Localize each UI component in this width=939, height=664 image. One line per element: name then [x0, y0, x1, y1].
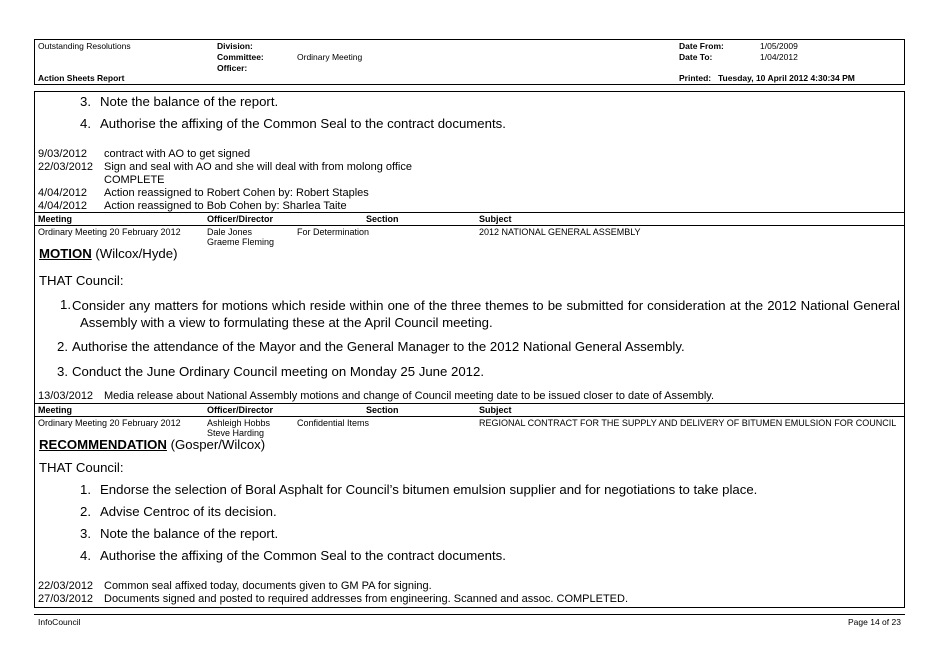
page-number: Page 14 of 23	[848, 617, 901, 627]
action-note: COMPLETE	[104, 174, 165, 186]
column-header-rule	[34, 416, 905, 417]
committee-value: Ordinary Meeting	[297, 52, 363, 62]
column-header-officer: Officer/Director	[207, 214, 274, 224]
list-item: Note the balance of the report.	[100, 94, 279, 109]
date-from-value: 1/05/2009	[760, 41, 798, 51]
action-note: Action reassigned to Robert Cohen by: Robert Staples	[104, 187, 369, 199]
action-date: 4/04/2012	[38, 187, 87, 199]
resolution-intro: THAT Council:	[39, 273, 124, 288]
list-item: Authorise the affixing of the Common Seal to the contract documents.	[100, 548, 506, 563]
list-item: Note the balance of the report.	[100, 526, 279, 541]
record-divider	[34, 212, 905, 213]
list-item: Advise Centroc of its decision.	[100, 504, 277, 519]
list-item-number: 3.	[57, 364, 68, 379]
resolution-intro: THAT Council:	[39, 460, 124, 475]
resolution-movers: (Gosper/Wilcox)	[166, 437, 266, 452]
list-item: Consider any matters for motions which reside within one of the three themes to be submitted for consideration at the 2012 National General Assembly with a view to formulating these at the April Council meeting.	[72, 298, 900, 330]
section-cell: For Determination	[297, 227, 370, 237]
list-item-number: 4.	[80, 548, 91, 563]
column-header-meeting: Meeting	[38, 214, 73, 224]
column-header-section: Section	[366, 214, 399, 224]
action-date: 22/03/2012	[38, 161, 94, 173]
column-header-officer: Officer/Director	[207, 405, 274, 415]
date-to-value: 1/04/2012	[760, 52, 798, 62]
officer-cell: Graeme Fleming	[207, 237, 275, 247]
officer-label: Officer:	[217, 63, 248, 73]
subject-cell: 2012 NATIONAL GENERAL ASSEMBLY	[479, 227, 641, 237]
section-cell: Confidential Items	[297, 418, 370, 428]
list-item-number: 1.	[80, 482, 91, 497]
printed-label: Printed:	[679, 73, 712, 83]
footer-rule	[34, 614, 905, 615]
resolution-type: MOTION	[39, 246, 92, 261]
officer-cell: Steve Harding	[207, 428, 265, 438]
list-item: Conduct the June Ordinary Council meeting on Monday 25 June 2012.	[72, 364, 484, 379]
action-note: Media release about National Assembly motions and change of Council meeting date to be issued closer to date of Assembly.	[104, 390, 715, 402]
division-label: Division:	[217, 41, 253, 51]
list-item-number: 3.	[80, 94, 91, 109]
action-note: Documents signed and posted to required addresses from engineering. Scanned and assoc. COMPLETED.	[104, 593, 629, 605]
action-date: 22/03/2012	[38, 580, 94, 592]
list-item-number: 4.	[80, 116, 91, 131]
report-name: Outstanding Resolutions	[38, 41, 131, 51]
action-note: Sign and seal with AO and she will deal with from molong office	[104, 161, 412, 173]
list-item-number: 3.	[80, 526, 91, 541]
resolution-type: RECOMMENDATION	[39, 437, 167, 452]
list-item: Authorise the attendance of the Mayor and the General Manager to the 2012 National General Assembly.	[72, 339, 685, 354]
action-note: Action reassigned to Bob Cohen by: Sharlea Taite	[104, 200, 347, 212]
date-to-label: Date To:	[679, 52, 713, 62]
column-header-rule	[34, 225, 905, 226]
committee-label: Committee:	[217, 52, 264, 62]
printed-value: Tuesday, 10 April 2012 4:30:34 PM	[718, 73, 855, 83]
list-item: Endorse the selection of Boral Asphalt for Council’s bitumen emulsion supplier and for negotiations to take place.	[100, 482, 758, 497]
action-note: Common seal affixed today, documents given to GM PA for signing.	[104, 580, 432, 592]
meeting-cell: Ordinary Meeting 20 February 2012	[38, 227, 181, 237]
report-type: Action Sheets Report	[38, 73, 125, 83]
action-note: contract with AO to get signed	[104, 148, 251, 160]
column-header-subject: Subject	[479, 214, 512, 224]
action-date: 27/03/2012	[38, 593, 94, 605]
column-header-subject: Subject	[479, 405, 512, 415]
action-date: 4/04/2012	[38, 200, 87, 212]
meeting-cell: Ordinary Meeting 20 February 2012	[38, 418, 181, 428]
column-header-meeting: Meeting	[38, 405, 73, 415]
list-item-number: 2.	[57, 339, 68, 354]
resolution-movers: (Wilcox/Hyde)	[91, 246, 178, 261]
list-item-number: 2.	[80, 504, 91, 519]
officer-cell: Ashleigh Hobbs	[207, 418, 271, 428]
officer-cell: Dale Jones	[207, 227, 253, 237]
action-date: 9/03/2012	[38, 148, 87, 160]
list-item: Authorise the affixing of the Common Seal to the contract documents.	[100, 116, 506, 131]
column-header-section: Section	[366, 405, 399, 415]
footer-brand: InfoCouncil	[38, 617, 81, 627]
date-from-label: Date From:	[679, 41, 724, 51]
record-divider	[34, 403, 905, 404]
resolution-heading	[39, 246, 177, 261]
list-item-number: 1.	[60, 297, 71, 312]
subject-cell: REGIONAL CONTRACT FOR THE SUPPLY AND DELIVERY OF BITUMEN EMULSION FOR COUNCIL	[479, 418, 897, 428]
resolution-heading	[39, 437, 265, 452]
action-date: 13/03/2012	[38, 390, 94, 402]
